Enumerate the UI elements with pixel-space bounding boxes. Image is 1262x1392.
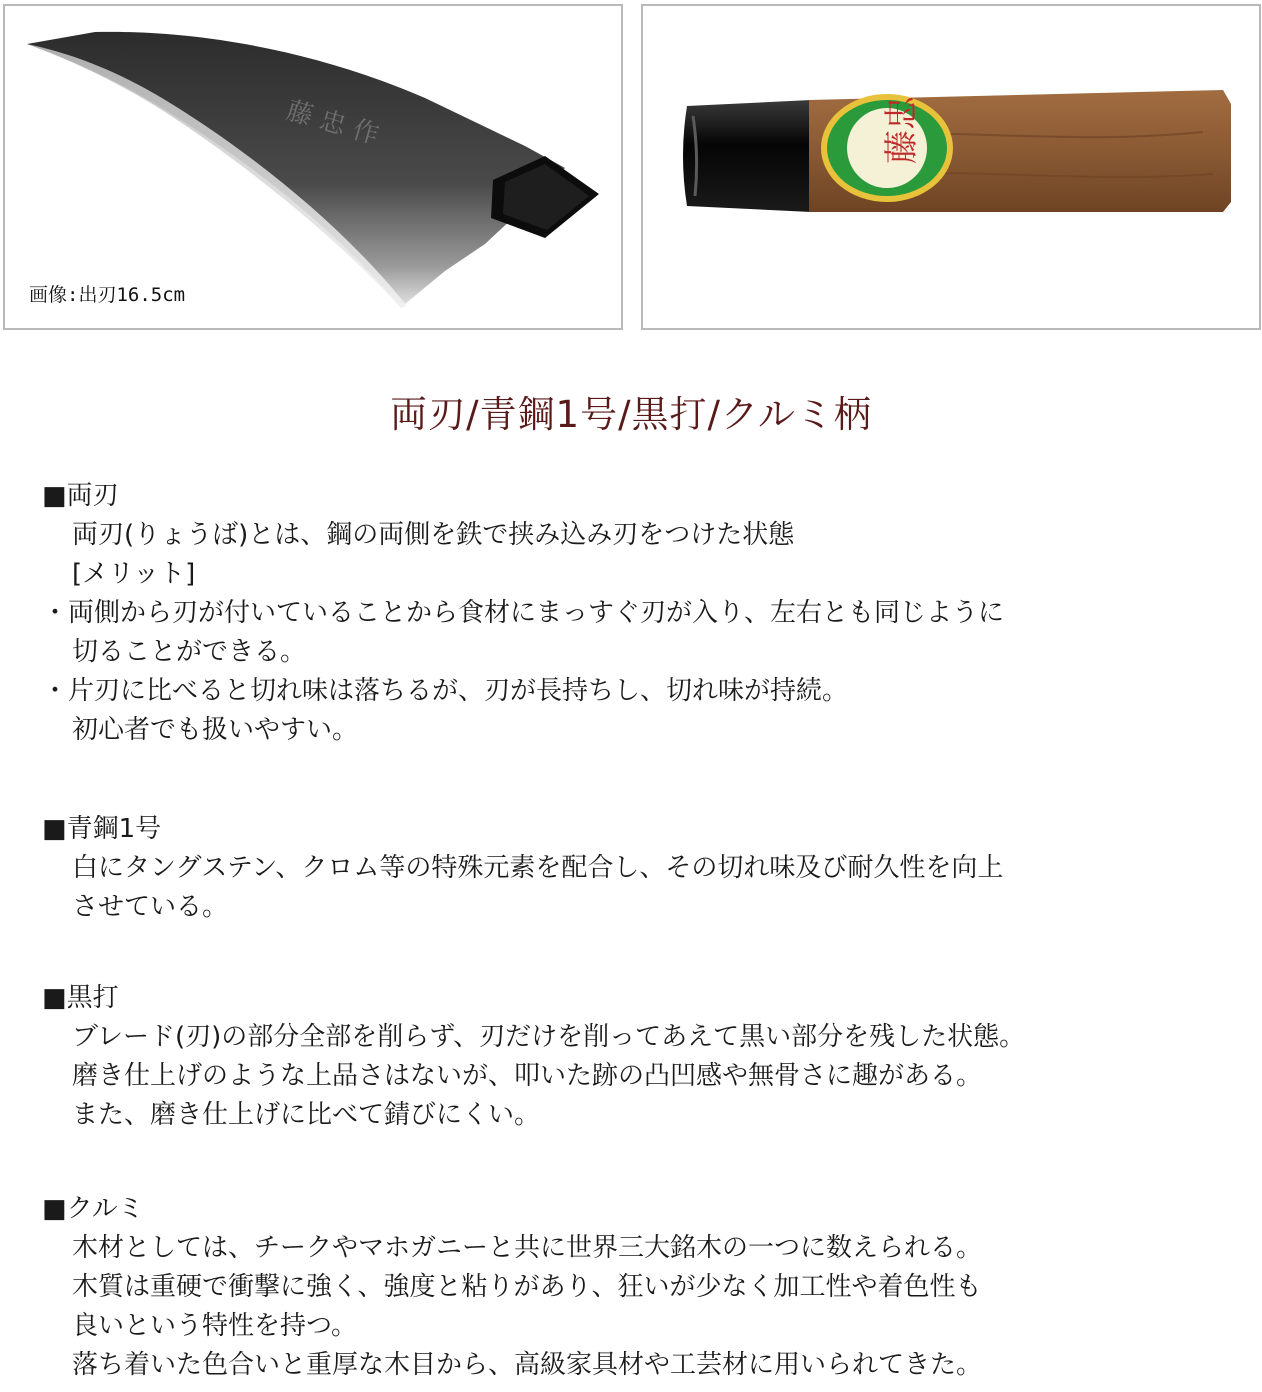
section-text: ブレード(刃)の部分全部を削らず、刃だけを削ってあえて黒い部分を残した状態。 <box>72 1022 1026 1052</box>
image-caption: 画像:出刃16.5cm <box>29 284 186 306</box>
section-text: させている。 <box>72 892 229 922</box>
section-text: 良いという特性を持つ。 <box>72 1311 357 1341</box>
walnut-handle-illustration <box>643 6 1259 328</box>
blade-image-panel <box>3 4 623 330</box>
section-text: 落ち着いた色合いと重厚な木目から、高級家具材や工芸材に用いられてきた。 <box>72 1350 983 1380</box>
bullet-continuation: 初心者でも扱いやすい。 <box>72 715 359 745</box>
section-text: 木質は重硬で衝撃に強く、強度と粘りがあり、狂いが少なく加工性や着色性も <box>72 1272 982 1302</box>
merit-label: [メリット] <box>72 559 196 589</box>
svg-text:藤 忠 作: 藤 忠 作 <box>283 95 383 151</box>
section-kurumi <box>42 1190 1252 1385</box>
bullet-item: ・片刃に比べると切れ味は落ちるが、刃が長持ちし、切れ味が持続。 <box>42 676 849 706</box>
section-heading: ■両刃 <box>42 481 119 511</box>
handle-image-panel <box>641 4 1261 330</box>
section-heading: ■クルミ <box>42 1194 144 1224</box>
section-text: 磨き仕上げのような上品さはないが、叩いた跡の凸凹感や無骨さに趣がある。 <box>72 1061 983 1091</box>
page-title: 両刃/青鋼1号/黒打/クルミ柄 <box>390 393 872 436</box>
section-heading: ■黒打 <box>42 983 119 1013</box>
section-aogami <box>42 810 1252 927</box>
section-text: 白にタングステン、クロム等の特殊元素を配合し、その切れ味及び耐久性を向上 <box>72 853 1004 883</box>
bullet-continuation: 切ることができる。 <box>72 637 307 667</box>
section-text: 両刃(りょうば)とは、鋼の両側を鉄で挟み込み刃をつけた状態 <box>72 520 795 550</box>
svg-text:藤忠: 藤忠 <box>882 96 922 164</box>
section-ryoba <box>42 477 1252 750</box>
section-heading: ■青鋼1号 <box>42 814 162 844</box>
section-kurouchi <box>42 979 1252 1135</box>
bullet-item: ・両側から刃が付いていることから食材にまっすぐ刃が入り、左右とも同じように <box>42 598 1005 628</box>
section-text: 木材としては、チークやマホガニーと共に世界三大銘木の一つに数えられる。 <box>72 1233 983 1263</box>
section-text: また、磨き仕上げに比べて錆びにくい。 <box>72 1100 541 1130</box>
